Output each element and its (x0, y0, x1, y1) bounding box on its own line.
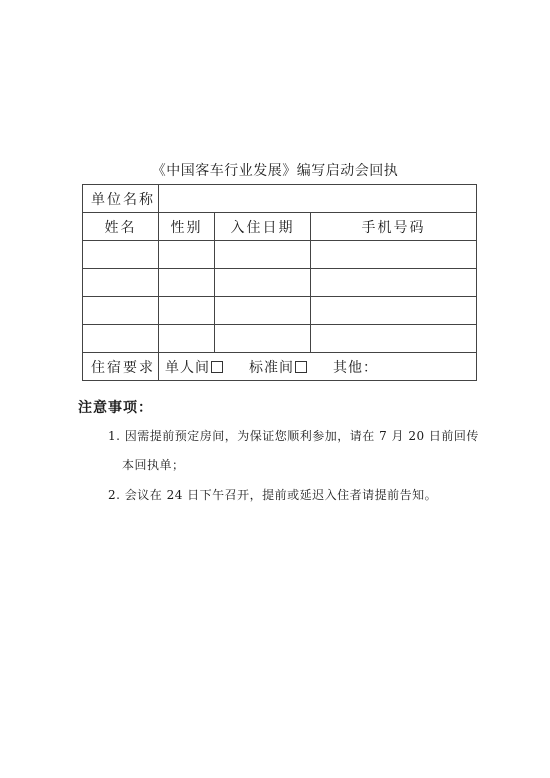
unit-value-cell[interactable] (159, 185, 477, 213)
cell-name[interactable] (83, 297, 159, 325)
cell-phone[interactable] (311, 269, 477, 297)
option-standard-room[interactable] (249, 357, 307, 377)
option-standard-room-label: 标准间 (249, 359, 294, 376)
cell-gender[interactable] (159, 269, 215, 297)
table-row (83, 325, 477, 353)
header-name: 姓名 (83, 213, 159, 241)
lodging-label: 住宿要求 (83, 353, 159, 381)
cell-name[interactable] (83, 241, 159, 269)
note-item-2: 2. 会议在 24 日下午召开，提前或延迟入住者请提前告知。 (108, 488, 438, 502)
table-row (83, 297, 477, 325)
single-room-checkbox[interactable] (211, 361, 223, 373)
lodging-options (159, 357, 476, 377)
lodging-options-cell (159, 353, 477, 381)
standard-room-checkbox[interactable] (295, 361, 307, 373)
table-row (83, 269, 477, 297)
lodging-row (83, 353, 477, 381)
header-gender: 性别 (159, 213, 215, 241)
header-phone: 手机号码 (311, 213, 477, 241)
header-checkin-date: 入住日期 (215, 213, 311, 241)
cell-checkin-date[interactable] (215, 241, 311, 269)
header-row (83, 213, 477, 241)
cell-name[interactable] (83, 269, 159, 297)
cell-phone[interactable] (311, 241, 477, 269)
cell-gender[interactable] (159, 241, 215, 269)
cell-checkin-date[interactable] (215, 325, 311, 353)
unit-row (83, 185, 477, 213)
cell-checkin-date[interactable] (215, 269, 311, 297)
reply-form-table (82, 184, 477, 381)
note-item-1-continued: 本回执单； (122, 458, 185, 472)
option-single-room-label: 单人间 (165, 359, 210, 376)
other-label: 其他： (333, 359, 378, 376)
notes-title: 注意事项： (78, 400, 153, 416)
unit-label: 单位名称 (83, 185, 159, 213)
option-single-room[interactable] (165, 357, 223, 377)
cell-gender[interactable] (159, 325, 215, 353)
cell-checkin-date[interactable] (215, 297, 311, 325)
note-item-1: 1. 因需提前预定房间，为保证您顺利参加，请在 7 月 20 日前回传 (108, 429, 479, 443)
cell-name[interactable] (83, 325, 159, 353)
table-row (83, 241, 477, 269)
cell-phone[interactable] (311, 325, 477, 353)
cell-phone[interactable] (311, 297, 477, 325)
document-title: 《中国客车行业发展》编写启动会回执 (151, 163, 399, 179)
cell-gender[interactable] (159, 297, 215, 325)
